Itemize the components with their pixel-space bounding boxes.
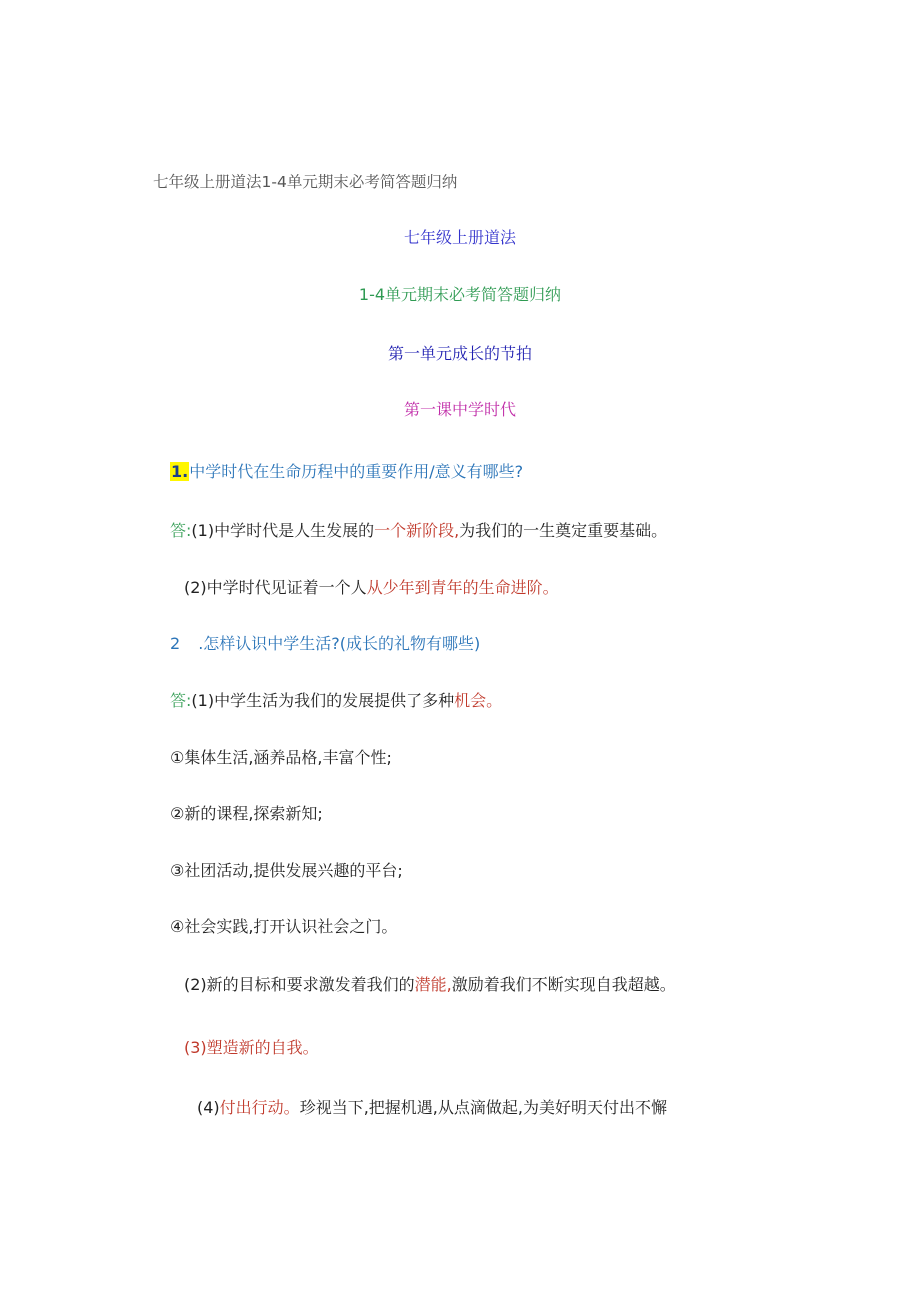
list-item: ①集体生活,涵养品格,丰富个性; — [170, 748, 392, 767]
question-1-answer-2 — [184, 576, 559, 600]
question-1-answer-1 — [170, 519, 667, 543]
answer-label: 答: — [170, 691, 192, 710]
page-title: 七年级上册道法1-4单元期末必考简答题归纳 — [153, 173, 458, 191]
heading-scope: 1-4单元期末必考简答题归纳 — [358, 285, 562, 304]
answer-text: 为我们的一生奠定重要基础。 — [459, 521, 668, 540]
answer-key-phrase: 一个新阶段, — [374, 521, 460, 540]
answer-key-phrase: 潜能, — [414, 975, 452, 994]
question-2-answer-4 — [197, 1096, 667, 1120]
question-1-number: 1. — [171, 462, 189, 481]
question-2 — [170, 632, 480, 656]
answer-text: (1)中学时代是人生发展的 — [191, 521, 375, 540]
answer-label: 答: — [170, 521, 192, 540]
answer-key-phrase: 机会。 — [454, 691, 503, 710]
question-2-answer-2 — [184, 973, 676, 997]
heading-grade: 七年级上册道法 — [403, 228, 516, 247]
question-1-text: 中学时代在生命历程中的重要作用/意义有哪些? — [189, 462, 524, 481]
answer-text: 珍视当下,把握机遇,从点滴做起,为美好明天付出不懈 — [299, 1098, 667, 1117]
answer-key-phrase: 从少年到青年的生命进阶。 — [366, 578, 559, 597]
question-2-answer-1 — [170, 689, 502, 713]
question-1 — [170, 460, 523, 484]
answer-text: (2)中学时代见证着一个人 — [184, 578, 367, 597]
answer-text: 激励着我们不断实现自我超越。 — [451, 975, 676, 994]
lesson-title: 第一课中学时代 — [403, 400, 516, 419]
answer-text: (2)新的目标和要求激发着我们的 — [184, 975, 415, 994]
answer-text: (1)中学生活为我们的发展提供了多种 — [191, 691, 455, 710]
list-item: ④社会实践,打开认识社会之门。 — [170, 917, 398, 936]
list-item: ②新的课程,探索新知; — [170, 804, 323, 823]
answer-text: (4) — [197, 1098, 220, 1117]
question-2-answer-3: (3)塑造新的自我。 — [184, 1038, 319, 1057]
unit-title: 第一单元成长的节拍 — [387, 344, 532, 363]
list-item: ③社团活动,提供发展兴趣的平台; — [170, 861, 403, 880]
question-2-number: 2 — [170, 634, 181, 653]
question-2-text: .怎样认识中学生活?(成长的礼物有哪些) — [198, 634, 481, 653]
answer-key-phrase: 付出行动。 — [219, 1098, 300, 1117]
